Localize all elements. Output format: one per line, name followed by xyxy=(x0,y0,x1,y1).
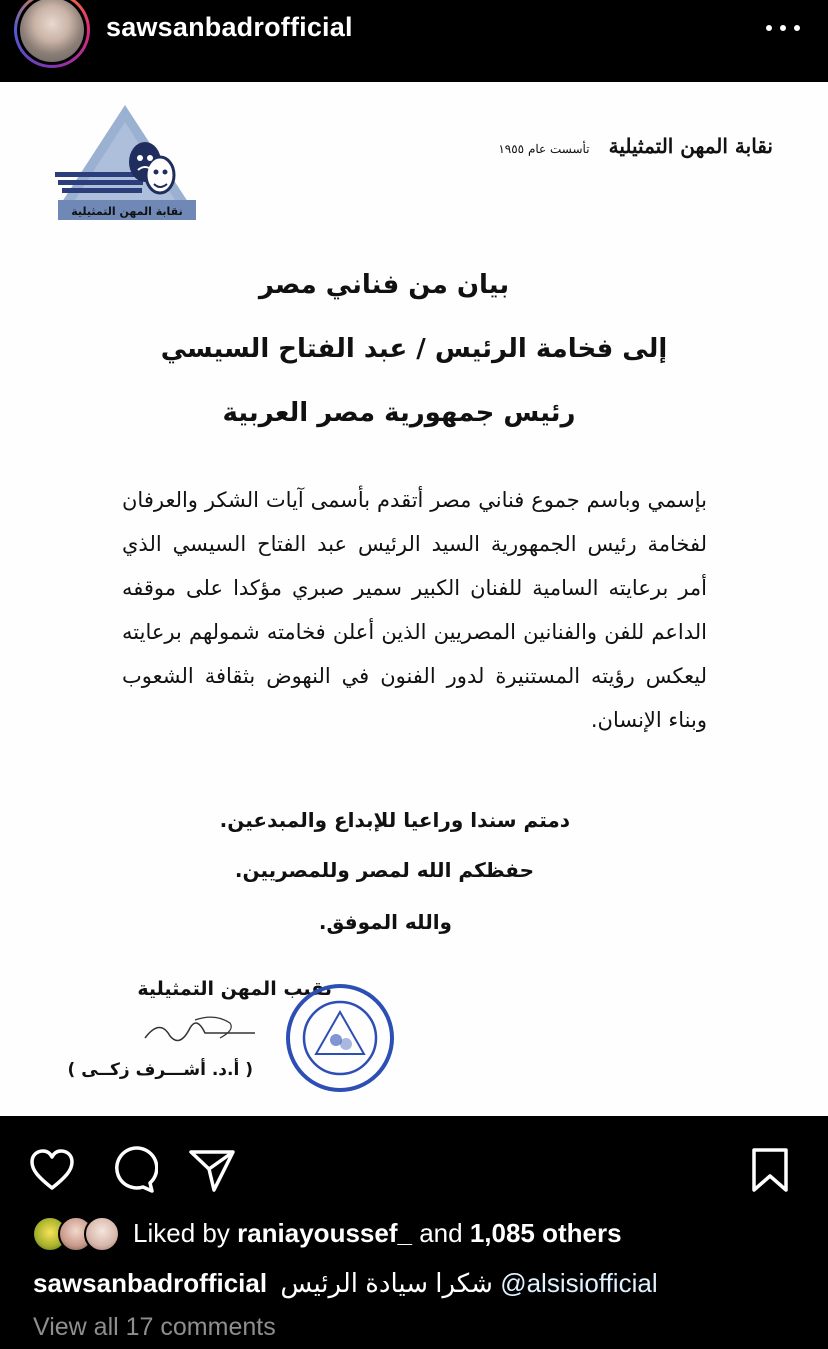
ellipsis-icon[interactable] xyxy=(766,22,800,34)
document-title-2: إلى فخامة الرئيس / عبد الفتاح السيسي xyxy=(160,334,668,364)
likes-text xyxy=(133,1218,622,1249)
post-image[interactable] xyxy=(0,82,828,1116)
heart-icon[interactable] xyxy=(26,1144,78,1196)
likes-and: and xyxy=(419,1218,463,1248)
action-bar xyxy=(0,1116,828,1216)
document-body: بإسمي وباسم جموع فناني مصر أتقدم بأسمى آيات الشكر والعرفان لفخامة رئيس الجمهورية السيد الرئيس عبد الفتاح السيسي الذي أمر برعايته السامية للفنان الكبير سمير صبري مؤكدا على موقفه الداعم للفن والفنانين المصريين الذين أعلن فخامته شمولهم برعايته ليعكس رؤيته المستنيرة لدور الفنون في النهوض بثقافة الشعوب وبناء الإنسان. xyxy=(122,488,707,732)
likes-row[interactable] xyxy=(0,1212,828,1256)
likes-count[interactable]: 1,085 others xyxy=(469,1218,622,1248)
post-username[interactable]: sawsanbadrofficial xyxy=(106,12,353,42)
document-title-3: رئيس جمهورية مصر العربية xyxy=(222,398,576,428)
caption-body: شكرا سيادة الرئيس xyxy=(280,1268,493,1298)
avatar-image xyxy=(20,0,84,62)
caption-text xyxy=(280,1268,657,1298)
caption-username[interactable]: sawsanbadrofficial xyxy=(33,1268,268,1298)
letterhead xyxy=(498,134,773,158)
signatory-title: نقيب المهن التمثيلية xyxy=(137,978,332,1000)
comment-icon[interactable] xyxy=(106,1144,158,1196)
closing-line-2: حفظكم الله لمصر وللمصريين. xyxy=(234,858,534,882)
caption-mention[interactable]: @alsisiofficial xyxy=(500,1268,658,1298)
likes-prefix: Liked by xyxy=(133,1218,230,1248)
post-header xyxy=(0,0,828,82)
view-all-comments-link[interactable]: View all 17 comments xyxy=(33,1313,276,1341)
profile-avatar[interactable] xyxy=(14,0,90,68)
signatory-name: ( أ.د. أشـــرف زكــى ) xyxy=(67,1060,253,1080)
closing-line-3: والله الموفق. xyxy=(318,910,452,934)
liker-avatar xyxy=(84,1216,120,1252)
paper-plane-icon[interactable] xyxy=(186,1144,238,1196)
letterhead-established: تأسست عام ١٩٥٥ xyxy=(498,142,590,156)
post-caption xyxy=(33,1268,658,1299)
handwritten-signature xyxy=(135,1008,265,1058)
letterhead-org: نقابة المهن التمثيلية xyxy=(608,134,773,158)
liker-username[interactable]: raniayoussef_ xyxy=(237,1218,412,1248)
liker-avatars xyxy=(32,1216,124,1254)
official-stamp-icon xyxy=(284,982,396,1094)
closing-line-1: دمتم سندا وراعيا للإبداع والمبدعين. xyxy=(219,808,570,832)
union-logo-icon xyxy=(50,100,200,225)
logo-caption: نقابة المهن التمثيلية xyxy=(71,205,183,218)
document-title-1: بيان من فناني مصر xyxy=(258,270,510,300)
bookmark-icon[interactable] xyxy=(744,1144,796,1196)
